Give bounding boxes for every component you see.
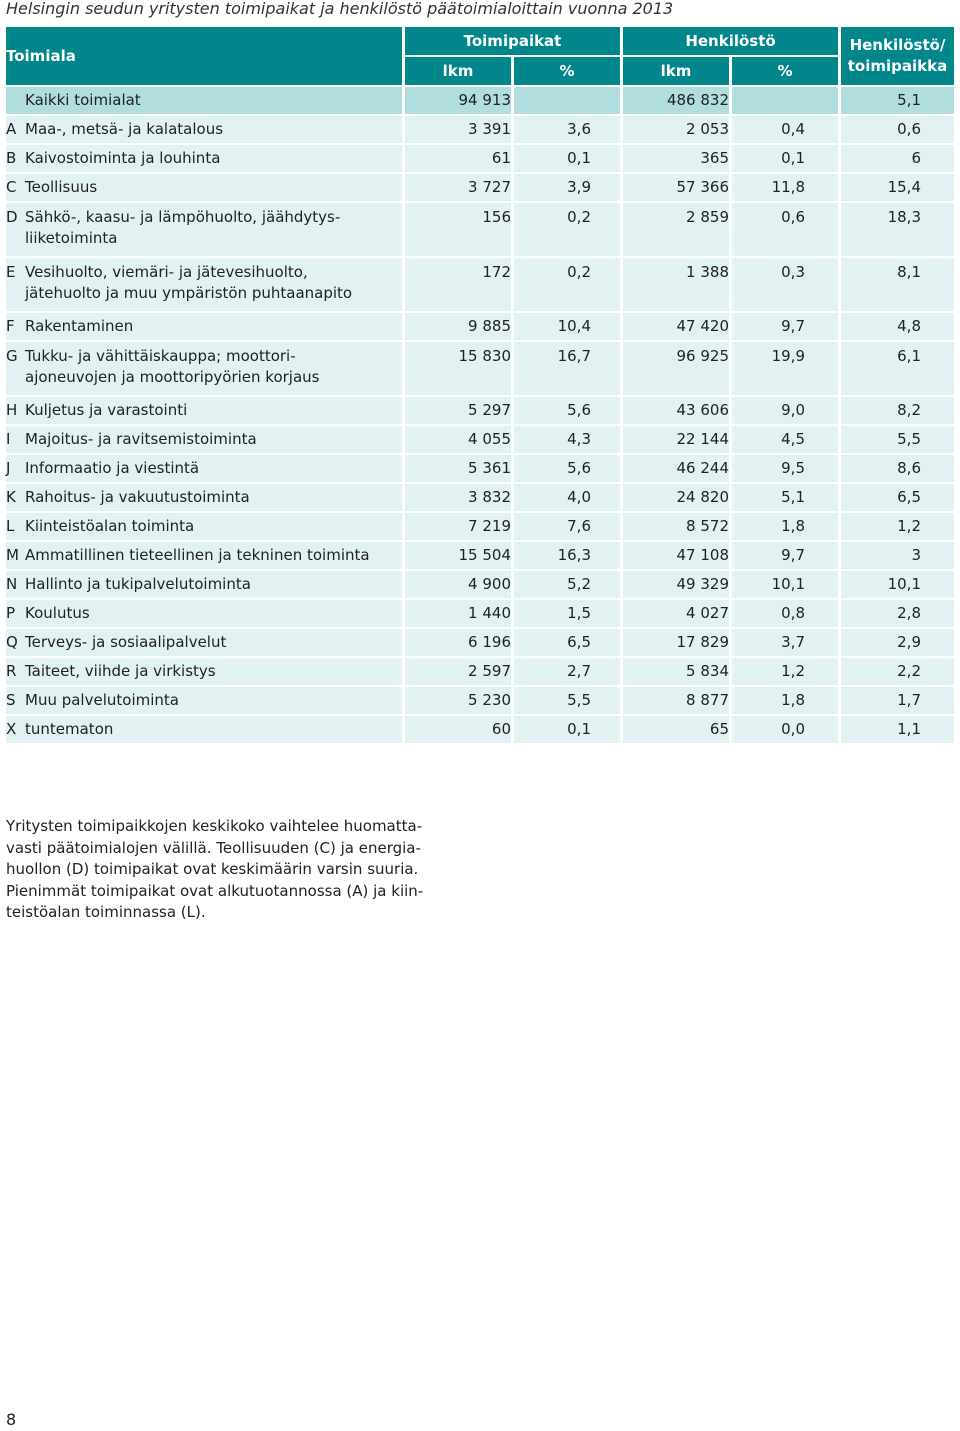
cell-toimipaikat-pct: 0,2 <box>514 203 620 256</box>
table-row <box>6 203 954 256</box>
row-name: Vesihuolto, viemäri- ja jätevesihuolto, <box>25 263 308 281</box>
cell-henkilosto-per-toimipaikka: 18,3 <box>841 203 954 256</box>
cell-toimipaikat-pct: 1,5 <box>514 600 620 627</box>
cell-toimipaikat-lkm: 156 <box>405 203 511 256</box>
row-toimiala <box>6 397 402 424</box>
cell-toimipaikat-lkm: 61 <box>405 145 511 172</box>
row-name: Kiinteistöalan toiminta <box>25 517 195 535</box>
table-row <box>6 629 954 656</box>
cell-toimipaikat-lkm: 9 885 <box>405 313 511 340</box>
row-code: B <box>6 149 17 167</box>
header-toimipaikat: Toimipaikat <box>405 27 620 55</box>
table-row <box>6 687 954 714</box>
cell-toimipaikat-lkm: 4 055 <box>405 426 511 453</box>
row-code: D <box>6 208 18 226</box>
cell-henkilosto-pct: 4,5 <box>732 426 838 453</box>
row-name: Koulutus <box>25 604 90 622</box>
row-toimiala <box>6 258 402 311</box>
table-row <box>6 342 954 395</box>
cell-toimipaikat-pct: 10,4 <box>514 313 620 340</box>
cell-toimipaikat-lkm: 1 440 <box>405 600 511 627</box>
cell-henkilosto-pct: 0,8 <box>732 600 838 627</box>
row-name: jätehuolto ja muu ympäristön puhtaanapito <box>25 284 353 302</box>
row-code: M <box>6 546 19 564</box>
row-toimiala <box>6 484 402 511</box>
total-row <box>6 87 954 114</box>
cell-toimipaikat-lkm: 15 830 <box>405 342 511 395</box>
header-h-lkm: lkm <box>623 57 729 85</box>
row-code: E <box>6 263 16 281</box>
cell-henkilosto-pct: 1,8 <box>732 687 838 714</box>
header-ratio-line1: Henkilöstö/ <box>849 36 946 54</box>
cell-toimipaikat-lkm: 4 900 <box>405 571 511 598</box>
cell-toimipaikat-lkm: 15 504 <box>405 542 511 569</box>
row-name: Rakentaminen <box>25 317 134 335</box>
cell-toimipaikat-pct: 3,6 <box>514 116 620 143</box>
cell-henkilosto-lkm: 96 925 <box>623 342 729 395</box>
page-title: Helsingin seudun yritysten toimipaikat ja henkilöstö päätoimialoittain vuonna 2013 <box>6 0 674 18</box>
cell-toimipaikat-pct: 5,6 <box>514 455 620 482</box>
row-code: P <box>6 604 16 622</box>
row-toimiala <box>6 116 402 143</box>
cell-henkilosto-lkm: 1 388 <box>623 258 729 311</box>
table-row <box>6 455 954 482</box>
cell-toimipaikat-pct: 0,1 <box>514 716 620 743</box>
row-toimiala <box>6 174 402 201</box>
cell-toimipaikat-lkm: 6 196 <box>405 629 511 656</box>
row-toimiala <box>6 629 402 656</box>
cell-henkilosto-pct: 19,9 <box>732 342 838 395</box>
row-name: Terveys- ja sosiaalipalvelut <box>25 633 227 651</box>
row-toimiala <box>6 342 402 395</box>
cell-henkilosto-lkm: 47 420 <box>623 313 729 340</box>
cell-henkilosto-lkm: 8 572 <box>623 513 729 540</box>
cell-toimipaikat-pct: 7,6 <box>514 513 620 540</box>
row-code: Q <box>6 633 18 651</box>
row-toimiala <box>6 658 402 685</box>
cell-toimipaikat-pct: 0,2 <box>514 258 620 311</box>
table-row <box>6 542 954 569</box>
cell-henkilosto-pct: 9,0 <box>732 397 838 424</box>
cell-toimipaikat-pct: 3,9 <box>514 174 620 201</box>
cell-toimipaikat-lkm: 5 361 <box>405 455 511 482</box>
cell-henkilosto-per-toimipaikka: 1,7 <box>841 687 954 714</box>
cell-henkilosto-lkm: 43 606 <box>623 397 729 424</box>
cell-henkilosto-per-toimipaikka: 6,1 <box>841 342 954 395</box>
cell-henkilosto-pct: 0,6 <box>732 203 838 256</box>
row-name: Majoitus- ja ravitsemistoiminta <box>25 430 257 448</box>
cell-henkilosto-lkm: 2 053 <box>623 116 729 143</box>
cell-henkilosto-lkm: 486 832 <box>623 87 729 114</box>
table-row <box>6 484 954 511</box>
row-name: tuntematon <box>25 720 114 738</box>
row-code: C <box>6 178 17 196</box>
cell-toimipaikat-lkm: 3 832 <box>405 484 511 511</box>
row-name: Kuljetus ja varastointi <box>25 401 188 419</box>
cell-henkilosto-lkm: 47 108 <box>623 542 729 569</box>
cell-toimipaikat-pct: 5,2 <box>514 571 620 598</box>
row-toimiala <box>6 455 402 482</box>
row-toimiala <box>6 87 402 114</box>
header-h-pct: % <box>732 57 838 85</box>
table-row <box>6 513 954 540</box>
row-toimiala <box>6 313 402 340</box>
row-toimiala <box>6 600 402 627</box>
cell-henkilosto-lkm: 57 366 <box>623 174 729 201</box>
cell-henkilosto-per-toimipaikka: 1,2 <box>841 513 954 540</box>
row-code: X <box>6 720 17 738</box>
row-code: H <box>6 401 18 419</box>
table-row <box>6 313 954 340</box>
cell-henkilosto-per-toimipaikka: 2,2 <box>841 658 954 685</box>
row-name: Tukku- ja vähittäiskauppa; moottori- <box>25 347 296 365</box>
row-code: F <box>6 317 15 335</box>
cell-henkilosto-lkm: 5 834 <box>623 658 729 685</box>
cell-henkilosto-per-toimipaikka: 5,1 <box>841 87 954 114</box>
header-ratio-line2: toimipaikka <box>847 57 948 75</box>
cell-henkilosto-pct: 9,7 <box>732 313 838 340</box>
table-row <box>6 426 954 453</box>
table-row <box>6 116 954 143</box>
cell-henkilosto-lkm: 2 859 <box>623 203 729 256</box>
row-toimiala <box>6 687 402 714</box>
cell-henkilosto-lkm: 4 027 <box>623 600 729 627</box>
cell-toimipaikat-lkm: 3 391 <box>405 116 511 143</box>
row-code: G <box>6 347 18 365</box>
cell-henkilosto-lkm: 22 144 <box>623 426 729 453</box>
cell-henkilosto-pct: 3,7 <box>732 629 838 656</box>
cell-henkilosto-pct: 1,8 <box>732 513 838 540</box>
cell-henkilosto-lkm: 65 <box>623 716 729 743</box>
table-body <box>6 85 954 743</box>
row-name: Sähkö-, kaasu- ja lämpöhuolto, jäähdytys- <box>25 208 341 226</box>
cell-toimipaikat-pct: 4,0 <box>514 484 620 511</box>
cell-henkilosto-per-toimipaikka: 6 <box>841 145 954 172</box>
cell-henkilosto-pct <box>732 87 838 114</box>
row-name: Hallinto ja tukipalvelutoiminta <box>25 575 251 593</box>
header-henkilosto-per-toimipaikka <box>841 27 954 85</box>
cell-henkilosto-lkm: 49 329 <box>623 571 729 598</box>
row-name: Muu palvelutoiminta <box>25 691 179 709</box>
cell-henkilosto-per-toimipaikka: 8,6 <box>841 455 954 482</box>
description-line: teistöalan toiminnassa (L). <box>6 903 206 921</box>
cell-toimipaikat-lkm: 5 230 <box>405 687 511 714</box>
cell-henkilosto-pct: 0,1 <box>732 145 838 172</box>
table-row <box>6 571 954 598</box>
row-code: J <box>6 459 11 477</box>
data-table <box>6 27 954 743</box>
description-line: vasti päätoimialojen välillä. Teollisuuden (C) ja energia- <box>6 838 421 857</box>
description-line: huollon (D) toimipaikat ovat keskimäärin varsin suuria. <box>6 860 419 878</box>
row-name: Kaikki toimialat <box>25 91 141 109</box>
cell-toimipaikat-lkm: 60 <box>405 716 511 743</box>
description-line: Pienimmät toimipaikat ovat alkutuotannossa (A) ja kiin- <box>6 881 424 900</box>
cell-henkilosto-lkm: 8 877 <box>623 687 729 714</box>
row-name: Informaatio ja viestintä <box>25 459 200 477</box>
row-name: Teollisuus <box>25 178 98 196</box>
cell-henkilosto-pct: 10,1 <box>732 571 838 598</box>
cell-toimipaikat-lkm: 3 727 <box>405 174 511 201</box>
table-row <box>6 145 954 172</box>
cell-henkilosto-per-toimipaikka: 15,4 <box>841 174 954 201</box>
header-toimiala: Toimiala <box>6 27 402 85</box>
cell-henkilosto-per-toimipaikka: 1,1 <box>841 716 954 743</box>
row-toimiala <box>6 145 402 172</box>
cell-toimipaikat-lkm: 5 297 <box>405 397 511 424</box>
cell-henkilosto-pct: 0,4 <box>732 116 838 143</box>
cell-toimipaikat-pct: 4,3 <box>514 426 620 453</box>
cell-henkilosto-pct: 0,0 <box>732 716 838 743</box>
cell-henkilosto-per-toimipaikka: 8,1 <box>841 258 954 311</box>
row-toimiala <box>6 716 402 743</box>
cell-henkilosto-lkm: 17 829 <box>623 629 729 656</box>
row-code: R <box>6 662 17 680</box>
cell-henkilosto-per-toimipaikka: 4,8 <box>841 313 954 340</box>
row-code: A <box>6 120 17 138</box>
row-toimiala <box>6 571 402 598</box>
row-name: Maa-, metsä- ja kalatalous <box>25 120 224 138</box>
row-name: Rahoitus- ja vakuutustoiminta <box>25 488 250 506</box>
row-name: Ammatillinen tieteellinen ja tekninen toiminta <box>25 546 370 564</box>
cell-henkilosto-per-toimipaikka: 3 <box>841 542 954 569</box>
row-name: ajoneuvojen ja moottoripyörien korjaus <box>25 368 320 386</box>
cell-henkilosto-lkm: 24 820 <box>623 484 729 511</box>
row-name: Taiteet, viihde ja virkistys <box>25 662 216 680</box>
table-header <box>6 27 954 85</box>
table-row <box>6 397 954 424</box>
row-code: L <box>6 517 15 535</box>
cell-toimipaikat-lkm: 2 597 <box>405 658 511 685</box>
row-toimiala <box>6 513 402 540</box>
cell-henkilosto-lkm: 46 244 <box>623 455 729 482</box>
row-code: N <box>6 575 18 593</box>
description-text <box>6 816 446 924</box>
cell-toimipaikat-lkm: 7 219 <box>405 513 511 540</box>
cell-toimipaikat-pct: 0,1 <box>514 145 620 172</box>
header-tp-pct: % <box>514 57 620 85</box>
table-row <box>6 658 954 685</box>
row-toimiala <box>6 203 402 256</box>
cell-henkilosto-pct: 0,3 <box>732 258 838 311</box>
description-line: Yritysten toimipaikkojen keskikoko vaihtelee huomatta- <box>6 817 423 835</box>
cell-henkilosto-pct: 1,2 <box>732 658 838 685</box>
cell-henkilosto-per-toimipaikka: 10,1 <box>841 571 954 598</box>
cell-toimipaikat-pct: 5,6 <box>514 397 620 424</box>
cell-henkilosto-pct: 9,7 <box>732 542 838 569</box>
row-toimiala <box>6 542 402 569</box>
row-code: K <box>6 488 16 506</box>
cell-henkilosto-per-toimipaikka: 5,5 <box>841 426 954 453</box>
cell-henkilosto-lkm: 365 <box>623 145 729 172</box>
cell-henkilosto-pct: 5,1 <box>732 484 838 511</box>
cell-toimipaikat-pct: 16,7 <box>514 342 620 395</box>
table-row <box>6 174 954 201</box>
row-name: Kaivostoiminta ja louhinta <box>25 149 221 167</box>
table-row <box>6 716 954 743</box>
cell-toimipaikat-pct: 6,5 <box>514 629 620 656</box>
row-code: S <box>6 691 16 709</box>
table-row <box>6 258 954 311</box>
cell-henkilosto-pct: 11,8 <box>732 174 838 201</box>
cell-henkilosto-per-toimipaikka: 0,6 <box>841 116 954 143</box>
cell-toimipaikat-lkm: 94 913 <box>405 87 511 114</box>
cell-henkilosto-per-toimipaikka: 2,9 <box>841 629 954 656</box>
cell-henkilosto-pct: 9,5 <box>732 455 838 482</box>
cell-toimipaikat-pct: 16,3 <box>514 542 620 569</box>
row-name: liiketoiminta <box>25 229 118 247</box>
page-number: 8 <box>6 1410 17 1429</box>
cell-henkilosto-per-toimipaikka: 6,5 <box>841 484 954 511</box>
cell-toimipaikat-lkm: 172 <box>405 258 511 311</box>
table-row <box>6 600 954 627</box>
cell-henkilosto-per-toimipaikka: 2,8 <box>841 600 954 627</box>
cell-toimipaikat-pct: 2,7 <box>514 658 620 685</box>
row-toimiala <box>6 426 402 453</box>
cell-toimipaikat-pct <box>514 87 620 114</box>
cell-toimipaikat-pct: 5,5 <box>514 687 620 714</box>
cell-henkilosto-per-toimipaikka: 8,2 <box>841 397 954 424</box>
row-code: I <box>6 430 11 448</box>
header-tp-lkm: lkm <box>405 57 511 85</box>
header-henkilosto: Henkilöstö <box>623 27 838 55</box>
